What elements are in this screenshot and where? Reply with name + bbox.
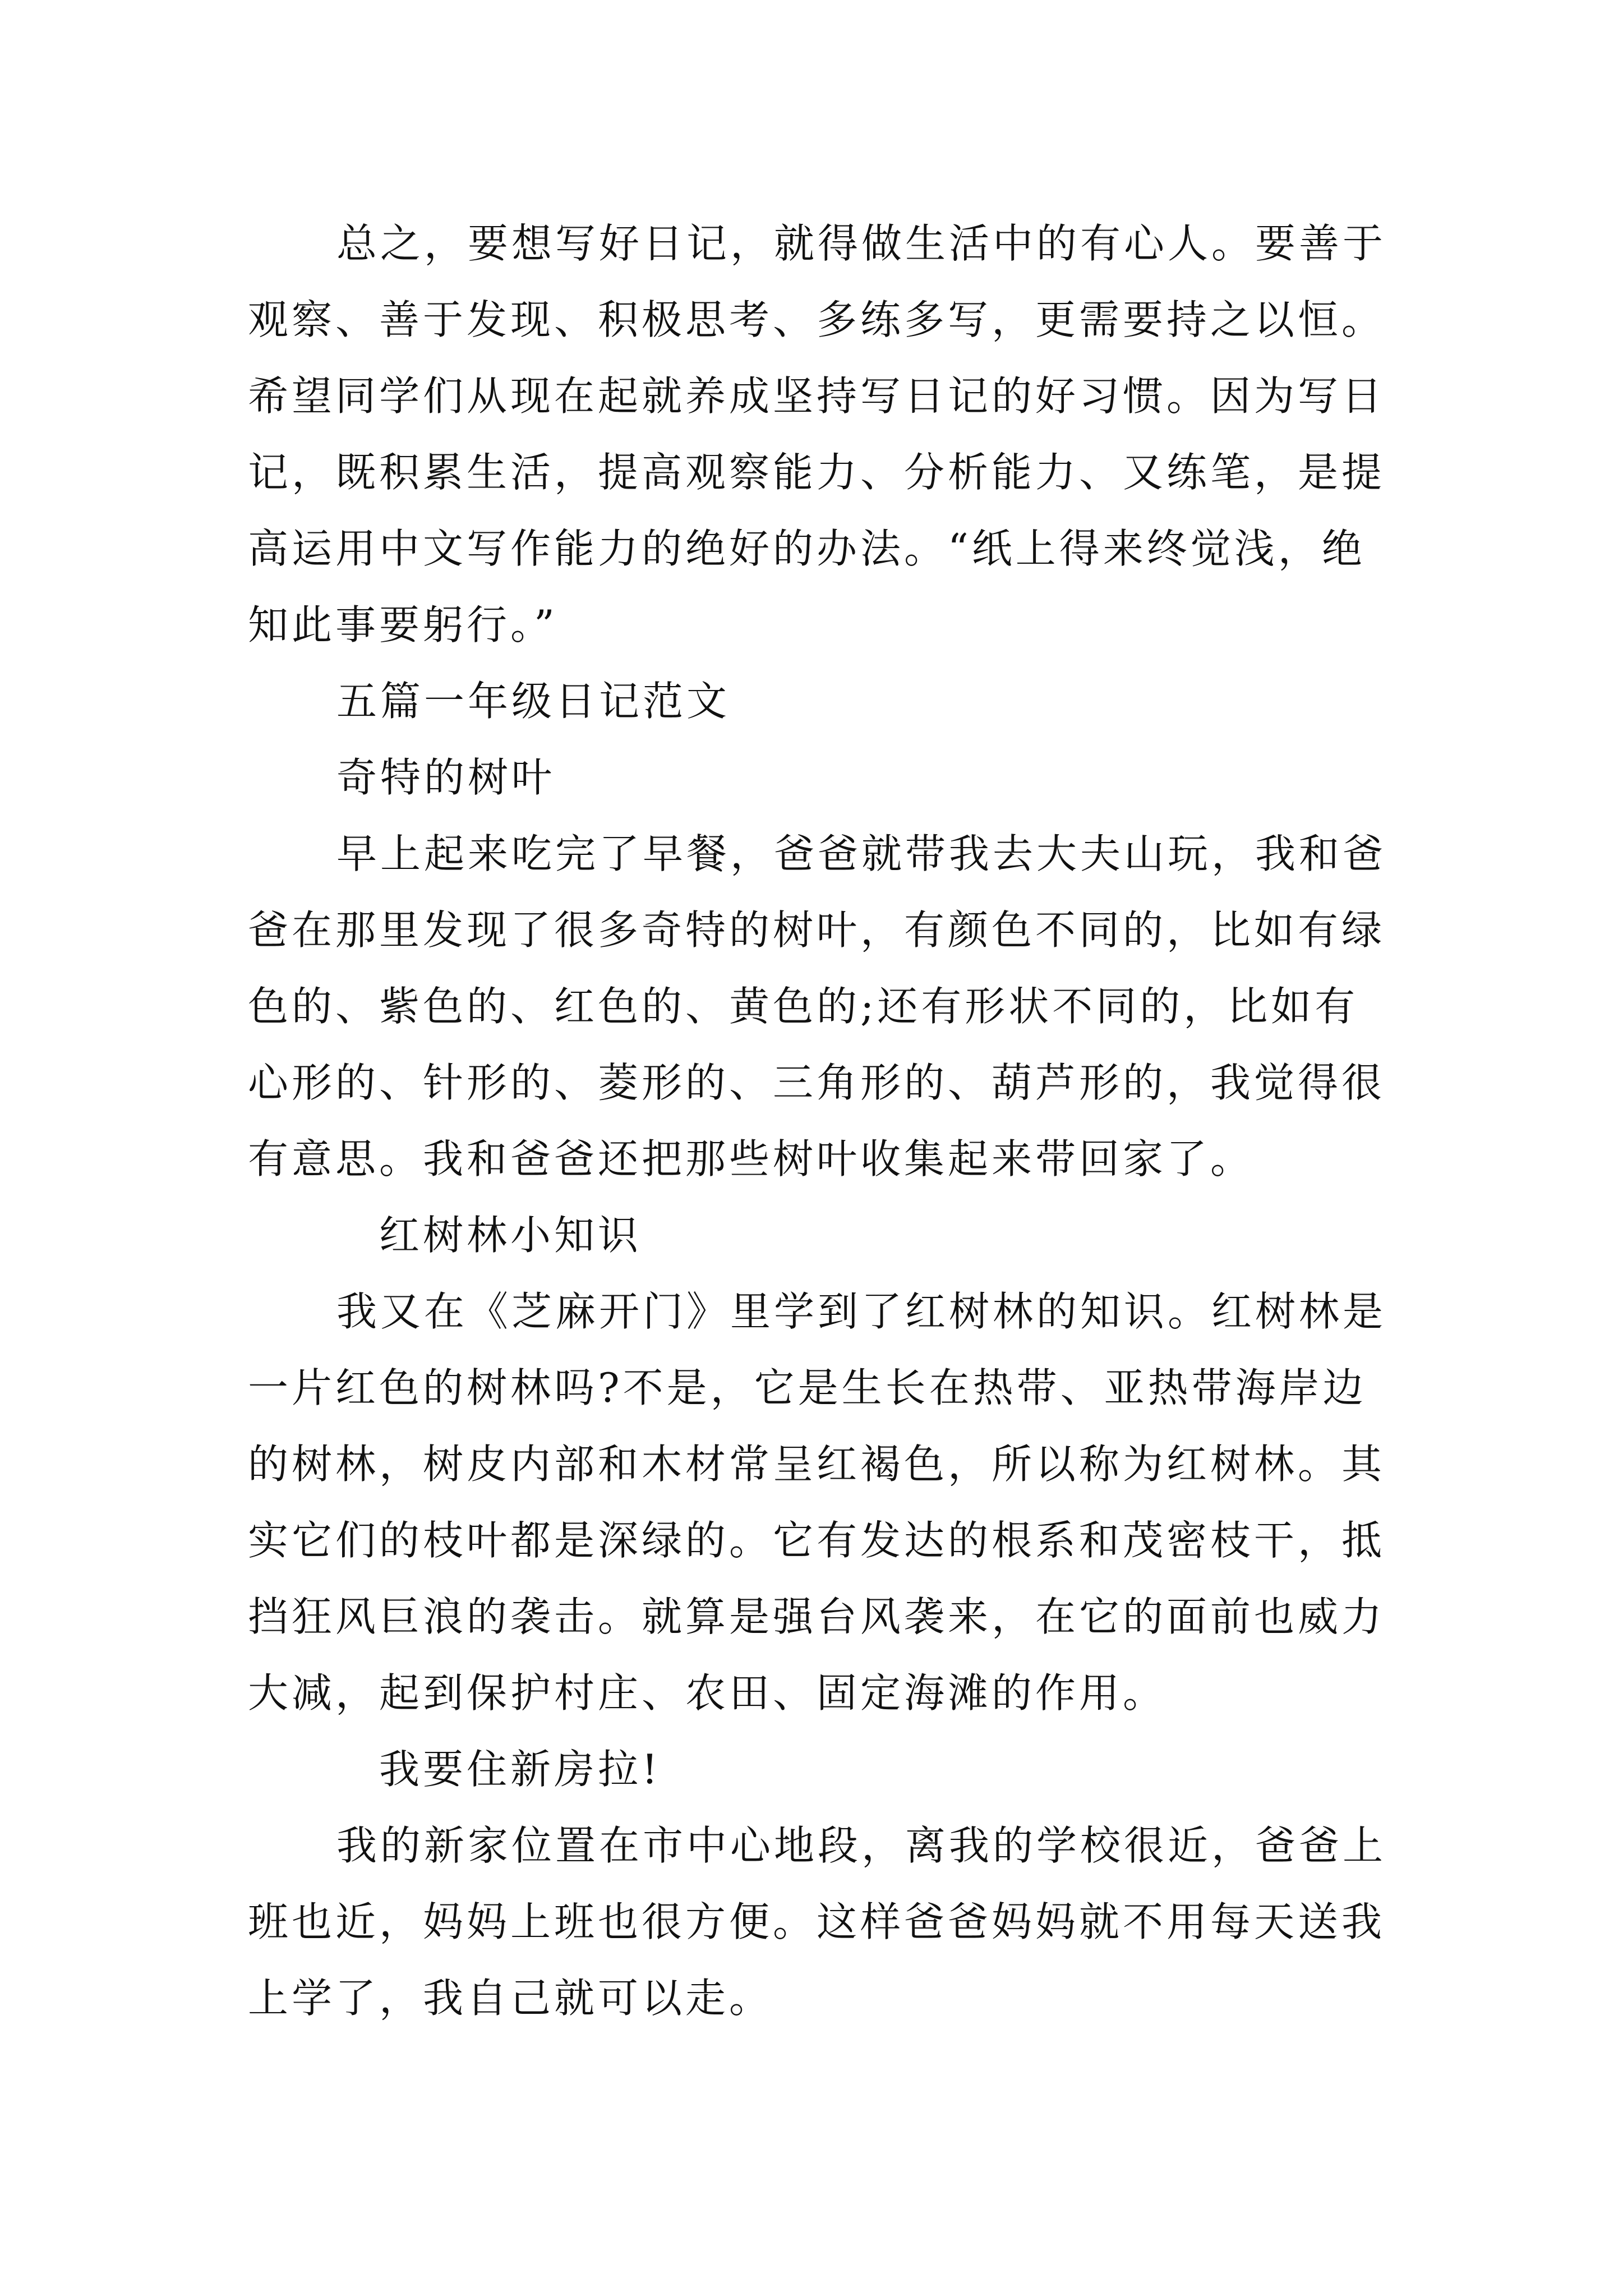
text-line: 总之，要想写好日记，就得做生活中的有心人。要善于 — [336, 220, 1387, 267]
text-line: 我的新家位置在市中心地段，离我的学校很近，爸爸上 — [336, 1822, 1387, 1869]
text-line: 色的、紫色的、红色的、黄色的;还有形状不同的，比如有 — [248, 983, 1359, 1030]
paragraph-line — [0, 210, 1623, 277]
paragraph-line — [0, 973, 1623, 1040]
paragraph-line — [0, 896, 1623, 964]
paragraph-line — [0, 1278, 1623, 1345]
text-line: 高运用中文写作能力的绝好的办法。“纸上得来终觉浅，绝 — [248, 525, 1366, 572]
paragraph-line — [0, 1354, 1623, 1421]
heading-text: 红树林小知识 — [379, 1212, 642, 1259]
section-heading — [0, 1202, 1623, 1269]
text-line: 大减，起到保护村庄、农田、固定海滩的作用。 — [248, 1669, 1167, 1717]
text-line: 我又在《芝麻开门》里学到了红树林的知识。红树林是 — [336, 1288, 1387, 1335]
text-line: 心形的、针形的、菱形的、三角形的、葫芦形的，我觉得很 — [248, 1059, 1386, 1106]
text-line: 挡狂风巨浪的袭击。就算是强台风袭来，在它的面前也威力 — [248, 1593, 1386, 1640]
text-line: 班也近，妈妈上班也很方便。这样爸爸妈妈就不用每天送我 — [248, 1898, 1386, 1945]
text-line: 观察、善于发现、积极思考、多练多写，更需要持之以恒。 — [248, 296, 1386, 343]
paragraph-line — [0, 1659, 1623, 1727]
paragraph-line — [0, 362, 1623, 430]
paragraph-line — [0, 515, 1623, 582]
text-line: 一片红色的树林吗?不是，它是生长在热带、亚热带海岸边 — [248, 1364, 1367, 1411]
paragraph-line — [0, 1583, 1623, 1650]
paragraph-line — [0, 1507, 1623, 1574]
paragraph-line — [0, 1430, 1623, 1498]
text-line: 记，既积累生活，提高观察能力、分析能力、又练笔，是提 — [248, 449, 1386, 496]
text-line: 的树林，树皮内部和木材常呈红褐色，所以称为红树林。其 — [248, 1441, 1386, 1488]
paragraph-line — [0, 591, 1623, 659]
heading-text: 奇特的树叶 — [336, 754, 556, 801]
paragraph-line — [0, 1125, 1623, 1193]
heading-text: 我要住新房拉! — [379, 1746, 661, 1793]
paragraph-line — [0, 286, 1623, 353]
text-line: 爸在那里发现了很多奇特的树叶，有颜色不同的，比如有绿 — [248, 907, 1386, 954]
heading-text: 五篇一年级日记范文 — [336, 678, 731, 725]
paragraph-line — [0, 820, 1623, 887]
paragraph-line — [0, 1049, 1623, 1116]
paragraph-line — [0, 439, 1623, 506]
paragraph-line — [0, 1888, 1623, 1955]
section-heading — [0, 1736, 1623, 1803]
text-line: 希望同学们从现在起就养成坚持写日记的好习惯。因为写日 — [248, 372, 1386, 420]
paragraph-line — [0, 1964, 1623, 2032]
text-line: 上学了，我自己就可以走。 — [248, 1975, 773, 2022]
paragraph-line — [0, 1812, 1623, 1879]
text-line: 早上起来吃完了早餐，爸爸就带我去大夫山玩，我和爸 — [336, 830, 1387, 877]
section-heading — [0, 744, 1623, 811]
text-line: 实它们的枝叶都是深绿的。它有发达的根系和茂密枝干，抵 — [248, 1517, 1386, 1564]
text-line: 有意思。我和爸爸还把那些树叶收集起来带回家了。 — [248, 1135, 1255, 1182]
text-line: 知此事要躬行。” — [248, 601, 558, 648]
section-heading — [0, 668, 1623, 735]
